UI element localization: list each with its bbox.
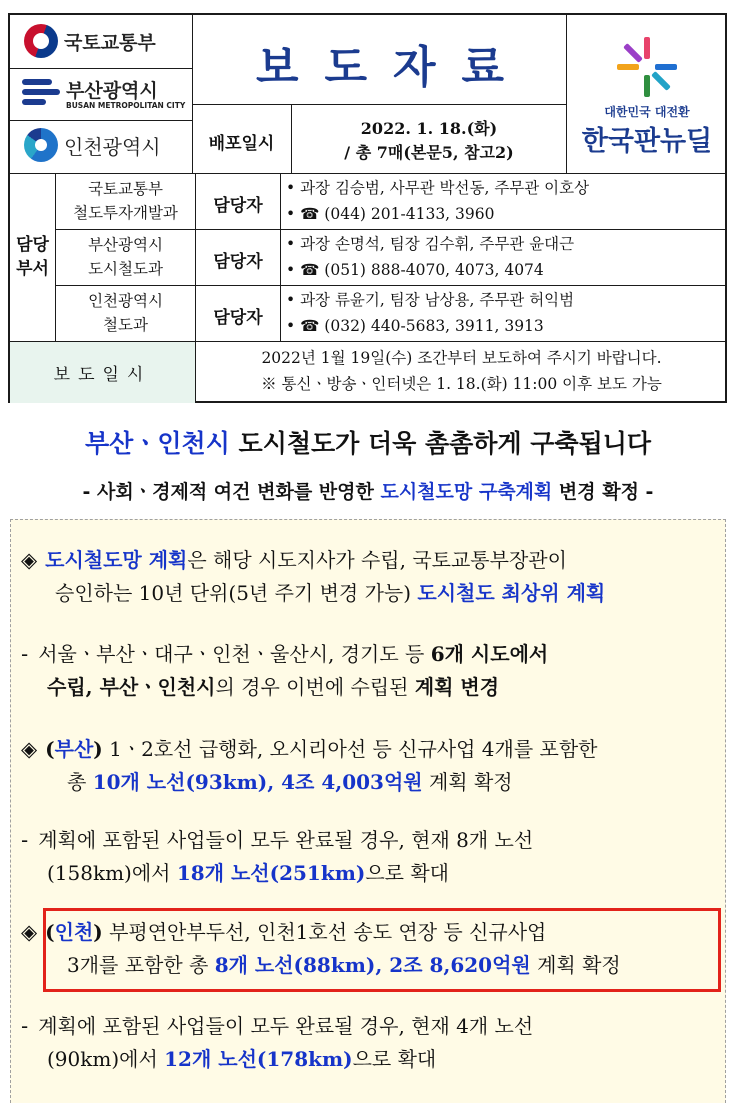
summary-box [10,519,726,1103]
busan-logo: 부산광역시 BUSAN METROPOLITAN CITY [22,75,187,117]
department-label: 담당 부서 [16,235,49,279]
dept-row-molit: 국토교통부 철도투자개발과 [73,180,178,222]
page-title: 보도자료 [255,42,530,93]
distribution-date: 2022. 1. 18.(화) [360,119,498,138]
summary-item-1: ◈ 도시철도망 계획은 해당 시도지사가 수립, 국토교통부장관이 승인하는 10년 단위(5년 주기 변경 가능) 도시철도 최상위 계획 [21,548,606,605]
dept-row-incheon: 인천광역시 철도과 [88,292,163,334]
distribution-label: 배포일시 [208,134,275,154]
release-line-2: ※ 통신ㆍ방송ㆍ인터넷은 1. 18.(화) 11:00 이후 보도 가능 [261,375,662,393]
distribution-pages: / 총 7매(본문5, 참고2) [344,143,514,162]
summary-item-incheon: ◈ (인천) 부평연안부두선, 인천1호선 송도 연장 등 신규사업 3개를 포함한 총 8개 노선(88km), 2조 8,620억원 계획 확정 [21,920,621,977]
incheon-emblem-icon [24,128,58,162]
summary-item-busan: ◈ (부산) 1ㆍ2호선 급행화, 오시리아선 등 신규사업 4개를 포함한 총 10개 노선(93km), 4조 4,003억원 계획 확정 [21,737,598,794]
summary-subitem-1: - 서울ㆍ부산ㆍ대구ㆍ인천ㆍ울산시, 경기도 등 6개 시도에서 수립, 부산ㆍ인천시의 경우 이번에 수립된 계획 변경 [21,642,549,699]
korean-new-deal-logo: 대한민국 대전환 한국판뉴딜 [567,15,727,173]
incheon-highlight-box [43,908,721,992]
summary-subitem-incheon: - 계획에 포함된 사업들이 모두 완료될 경우, 현재 4개 노선 (90km)에서 12개 노선(178km)으로 확대 [21,1014,534,1071]
summary-subitem-busan: - 계획에 포함된 사업들이 모두 완료될 경우, 현재 8개 노선 (158km)에서 18개 노선(251km)으로 확대 [21,828,534,885]
subheadline: - 사회ㆍ경제적 여건 변화를 반영한 도시철도망 구축계획 변경 확정 - [82,481,654,503]
release-label: 보도일시 [53,365,152,385]
diamond-bullet-icon: ◈ [21,548,38,572]
press-release-header-table: 국토교통부 부산광역시 BUSAN METROPOLITAN CITY 인천광역시 보도자료 배포일시 2022. 1. 18.(화) / 총 7매(본문5, 참고2) 대한민국 대전환 한국판뉴딜 담당 부서 국토교통부 철도투자개발과 담당자 • 과장 김승범, 사무관 박선동, 주무관 이호상 • ☎ (044) 201-4133, 3960 부산광역시 도시철도과 담당자 • 과장 손명석, 팀장 김수휘, 주무관 윤대근 • ☎ (051) 888-4070, 4073, 4074 인천광역시 철도과 담당자 • 과장 류윤기, 팀장 남상용, 주무관 허익범 • ☎ (032) 440-5683, 3911, 3913 보도일시 2022년 1월 19일(수) 조간부터 보도하여 주시기 바랍니다. ※ 통신ㆍ방송ㆍ인터넷은 1. 18.(화) 11:00 이후 보도 가능 [8,13,727,403]
molit-logo: 국토교통부 [24,24,156,58]
busan-emblem-icon [22,79,60,109]
release-line-1: 2022년 1월 19일(수) 조간부터 보도하여 주시기 바랍니다. [261,349,662,367]
diamond-bullet-icon: ◈ [21,920,38,944]
incheon-logo: 인천광역시 [24,128,161,162]
dept-row-busan: 부산광역시 도시철도과 [88,236,163,278]
headline: 부산ㆍ인천시 도시철도가 더욱 촘촘하게 구축됩니다 [84,429,652,458]
new-deal-star-icon [617,37,677,97]
molit-emblem-icon [24,24,58,58]
diamond-bullet-icon: ◈ [21,737,38,761]
